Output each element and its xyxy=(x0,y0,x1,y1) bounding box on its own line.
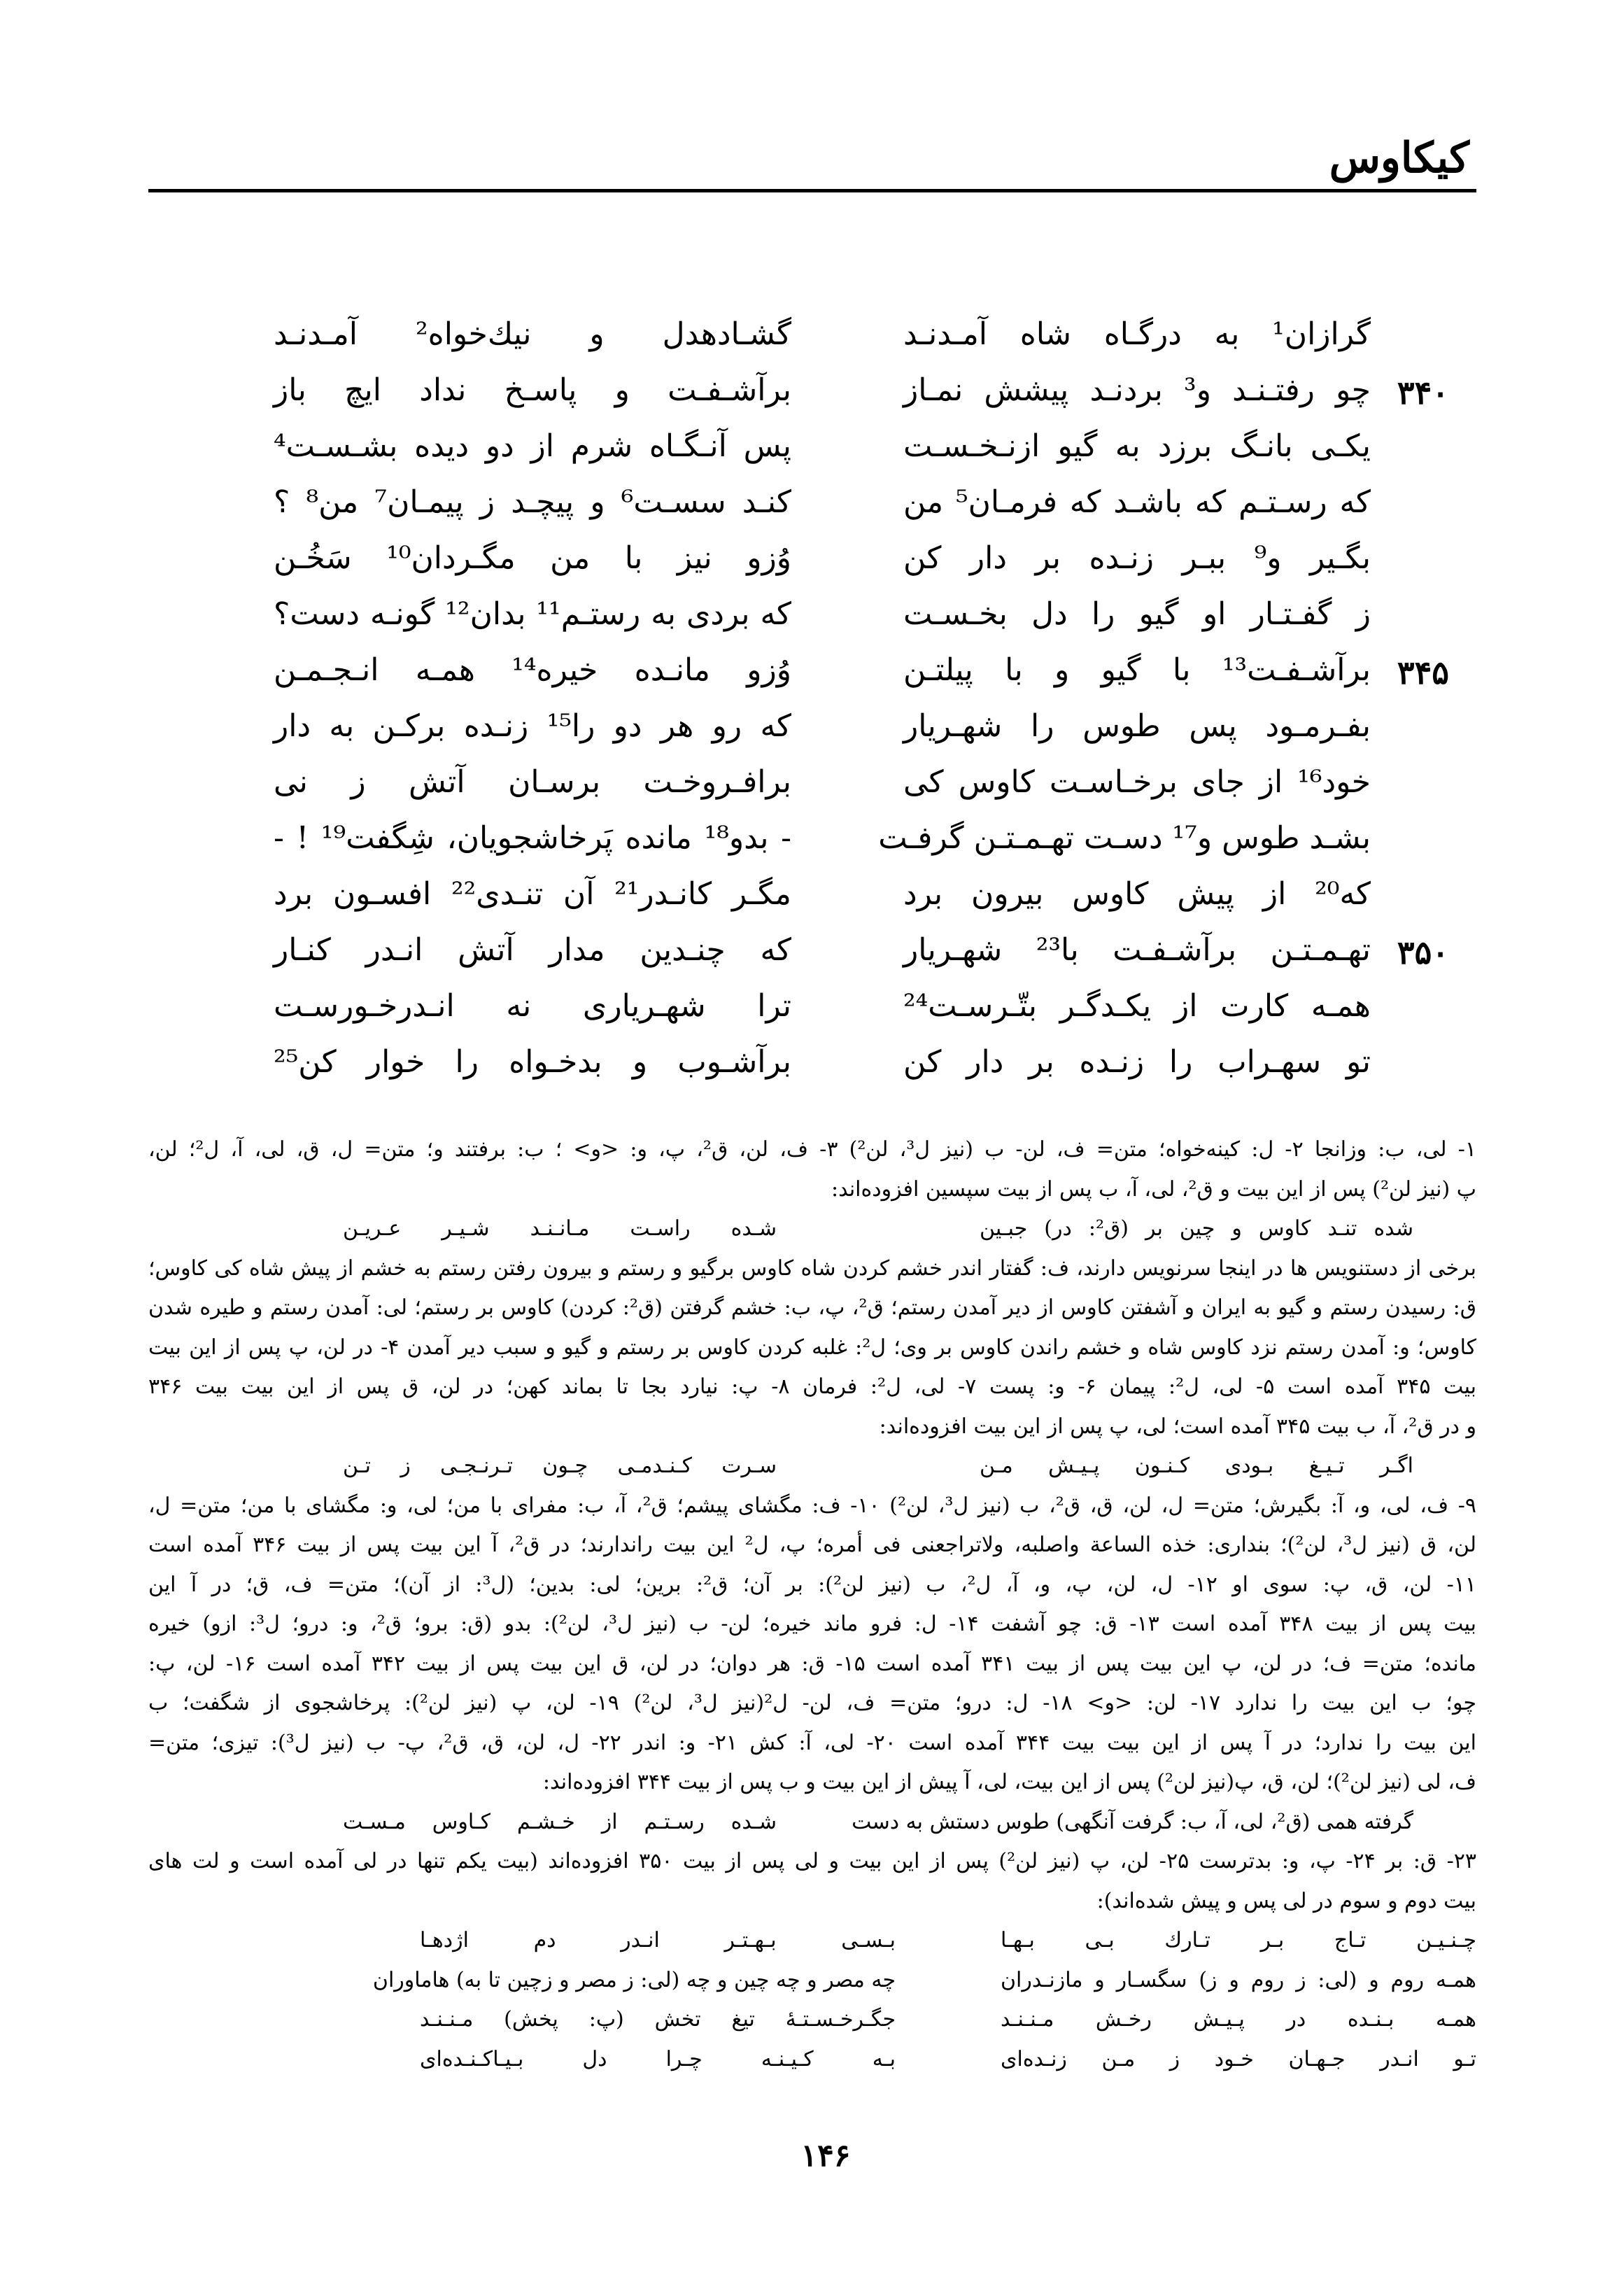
verse-row xyxy=(0,700,1624,756)
footnote-line: ۱- لی، ب: وزانجا ۲- ل: کینه‌خواه؛ متن= ف، لن- ب (نیز ل³، لن²) ۳- ف، لن، ق²، پ، و: <و> ؛ ب: برفتند و؛ متن= ل، ق، لی، آ، ل²؛ لن، xyxy=(148,1137,1476,1162)
verse-row xyxy=(0,308,1624,364)
footnote-line: کاوس؛ و: آمدن رستم نزد کاوس شاه و خشم راندن کاوس بر وی؛ ل²: غلبه کردن کاوس بر رستم و گیو و سبب دیر آمدن ۴- در لن، پ پس از این بیت xyxy=(148,1335,1476,1360)
hemistich-first: همـه کارت از یکـدگـر بتّـرسـت²⁴ xyxy=(903,988,1371,1024)
hemistich-first: بگـیر و⁹ ببـر زنـده بر دار کن xyxy=(903,540,1371,576)
footnote-couplet xyxy=(148,1209,1476,1249)
footnote-line: بیت دوم و سوم در لی پس و پیش شده‌اند): xyxy=(1096,1888,1476,1913)
hemistich-first: یکـی بانـگ برزد به گیو ازنـخـسـت xyxy=(903,428,1371,464)
hemistich-second: که چنـدین مدار آتش انـدر کنـار xyxy=(274,932,791,968)
verse-row xyxy=(0,924,1624,980)
footnote-couplet xyxy=(148,2000,1476,2040)
footnote-couplet xyxy=(148,2040,1476,2080)
verse-row xyxy=(0,644,1624,700)
footnote-line: ف، لی (نیز لن²)؛ لن، ق، پ(نیز لن²) پس از این بیت، لی، آ پیش از این بیت و ب پس از بیت ۳۴۴ افزوده‌اند: xyxy=(542,1770,1476,1794)
couplet-second: جگـرخـسـتـهٔ تیغ تخش (پ: پخش) مـنـنـد xyxy=(420,2007,896,2032)
footnote-couplet xyxy=(148,1447,1476,1486)
couplet-first: همـه روم و (لی: ز روم و ز) سگسـار و مازنـدران xyxy=(1001,1967,1476,1992)
verse-row xyxy=(0,364,1624,420)
footnote-couplet xyxy=(148,1921,1476,1961)
couplet-first: تـو انـدر جـهـان خـود ز مـن زنـده‌ای xyxy=(1001,2046,1476,2071)
couplet-second: چه مصر و چه چین و چه (لی: ز مصر و زچین تا به) هاماوران xyxy=(372,1967,896,1992)
footnote-line: ۲۳- ق: بر ۲۴- پ، و: بدترست ۲۵- لن، پ (نیز لن²) پس از این بیت و لی پس از بیت ۳۵۰ افزوده‌اند (بیت یکم تنها در لی آمده است و لت های xyxy=(148,1849,1476,1873)
hemistich-second: ترا شهـریاری نه انـدرخـورسـت xyxy=(274,988,791,1024)
verse-number: ۳۴۵ xyxy=(1397,654,1449,691)
hemistich-second: برآشـفـت و پاسـخ نداد ایچ باز xyxy=(274,372,791,408)
hemistich-first: بشـد طوس و¹⁷ دسـت تهـمـتـن گرفـت xyxy=(878,820,1371,856)
verse-row xyxy=(0,476,1624,532)
verse-row xyxy=(0,868,1624,924)
verse-row xyxy=(0,812,1624,868)
hemistich-second: مگـر کانـدر²¹ آن تنـدی²² افسـون برد xyxy=(274,876,791,912)
couplet-first: چـنـیـن تـاج بـر تـارك بـی بـهـا xyxy=(1001,1928,1476,1952)
footnote-line: بیت پس از بیت ۳۴۸ آمده است ۱۳- ق: چو آشفت ۱۴- ل: فرو ماند خیره؛ لن- ب (نیز ل³، لن²): بدو (ق: برو؛ ق²، و: درو؛ ل³: ازو) خیره xyxy=(148,1612,1476,1636)
footnote-line: برخی از دستنویس ها در اینجا سرنویس دارند، ف: گفتار اندر خشم کردن شاه کاوس برگیو و رستم و بیرون رفتن رستم به خشم از پیش شاه کی کاوس؛ xyxy=(148,1255,1476,1281)
couplet-first: شده تنـد کاوس و چین بر (ق²: در) جبـین xyxy=(980,1216,1414,1241)
verse-row xyxy=(0,756,1624,812)
verse-row xyxy=(0,532,1624,588)
couplet-second: شـده راسـت مـانـنـد شـیـر عـریـن xyxy=(343,1216,777,1241)
hemistich-second: گشـادهدل و نیك‌خواه² آمـدنـد xyxy=(274,316,792,352)
hemistich-first: تو سهـراب را زنـده بر دار کن xyxy=(903,1044,1371,1080)
hemistich-second: برآشـوب و بدخـواه را خوار کن²⁵ xyxy=(274,1044,791,1080)
footnote-line: مانده؛ متن= ف؛ در لن، پ این بیت پس از بیت ۳۴۱ آمده است ۱۵- ق: هر دوان؛ در لن، ق این بیت پس از بیت ۳۴۲ آمده است ۱۶- لن، پ: xyxy=(148,1651,1476,1676)
verse-number: ۳۵۰ xyxy=(1397,934,1449,971)
couplet-second: شـده رسـتـم از خـشـم کـاوس مـسـت xyxy=(343,1809,777,1834)
hemistich-first: که رسـتـم که باشـد که فرمـان⁵ من xyxy=(903,484,1371,520)
hemistich-second: وُزو مانـده خیره¹⁴ همـه انـجـمـن xyxy=(274,652,791,688)
hemistich-second: پس آنـگـاه شرم از دو دیده بشـسـت⁴ xyxy=(274,428,791,464)
verse-row xyxy=(0,588,1624,644)
couplet-first: اگـر تـیـغ بـودی کـنـون پـیـش مـن xyxy=(980,1454,1413,1478)
hemistich-second: برافـروخـت برسـان آتش ز نی xyxy=(274,764,791,800)
footnotes xyxy=(148,1130,1476,2079)
hemistich-first: برآشـفـت¹³ با گیو و با پیلتـن xyxy=(903,652,1371,688)
footnote-line: لن، ق (نیز ل³، لن²)؛ بنداری: خذه الساعة واصلبه، ولاتراجعنی فی أمره؛ پ، ل² این بیت راندارند؛ در ق²، آ این بیت پس از بیت ۳۴۶ آمده است xyxy=(148,1533,1476,1557)
hemistich-first: خود¹⁶ از جای برخـاسـت کاوس کی xyxy=(903,764,1371,800)
couplet-first: همـه بـنـده در پـیـش رخـش مـنـنـد xyxy=(1001,2007,1476,2032)
footnote-line: ۹- ف، لی، و، آ: بگیرش؛ متن= ل، لن، ق، ق²، ب (نیز ل³، لن²) ۱۰- ف: مگشای پیشم؛ ق²، آ، ب: مفرای با من؛ لی، و: مگشای با من؛ متن= ل، xyxy=(148,1493,1476,1518)
verse-number: ۳۴۰ xyxy=(1397,374,1449,411)
verse-row xyxy=(0,420,1624,476)
footnote-line: و در ق²، آ، ب بیت ۳۴۵ آمده است؛ لی، پ پس از این بیت افزوده‌اند: xyxy=(879,1414,1476,1439)
couplet-second: بـسـی بـهـتـر انـدر دم اژدهـا xyxy=(420,1928,896,1952)
hemistich-second: - بدو¹⁸ مانده پَرخاشجویان، شِگفت¹⁹ ! - xyxy=(274,820,791,856)
hemistich-first: چو رفتـنـد و³ بردنـد پیشش نمـاز xyxy=(903,372,1371,408)
hemistich-first: ز گفـتـار او گیو را دل بخـسـت xyxy=(903,596,1371,632)
hemistich-second: که بردی به رستـم¹¹ بدان¹² گونـه دست؟ xyxy=(274,596,791,632)
footnote-line: چو؛ ب این بیت را ندارد ۱۷- لن: <و> ۱۸- ل: درو؛ متن= ف، لن- ل²(نیز ل³، لن²) ۱۹- لن، پ (نیز لن²): پرخاشجوی از شگفت؛ ب xyxy=(148,1691,1476,1715)
couplet-second: بـه کـیـنـه چـرا دل بـیـاکـنـده‌ای xyxy=(420,2046,896,2071)
hemistich-first: تهـمـتـن برآشـفـت با²³ شهـریار xyxy=(903,932,1371,968)
footnote-couplet xyxy=(148,1961,1476,2001)
hemistich-second: وُزو نیز با من مگـردان¹⁰ سَخُـن xyxy=(274,540,792,576)
footnote-line: ق: رسیدن رستم و گیو به ایران و آشفتن کاوس از دیر آمدن رستم؛ ق²، پ، ب: خشم گرفتن (ق²: کردن) کاوس بر رستم؛ لی: آمدن رستم و طیره شدن xyxy=(148,1295,1476,1320)
couplet-first: گرفته همی (ق²، لی، آ، ب: گرفت آنگهی) طوس دستش به دست xyxy=(852,1809,1413,1834)
page-header-title: کیکاوس xyxy=(1329,134,1469,183)
footnote-line: این بیت را ندارد؛ در آ پس از این بیت بیت ۳۴۴ آمده است ۲۰- لی، آ: کش ۲۱- و: اندر ۲۲- ل، لن، ق، ق²، پ- ب (نیز ل³): تیزی؛ متن= xyxy=(148,1730,1476,1755)
footnote-couplet xyxy=(148,1803,1476,1843)
footnote-line: بیت ۳۴۵ آمده است ۵- لی، ل²: پیمان ۶- و: پست ۷- لی، ل²: فرمان ۸- پ: نیارد بجا تا بماند کهن؛ در لن، ق پس از این بیت بیت ۳۴۶ xyxy=(148,1374,1476,1399)
verse-row xyxy=(0,980,1624,1036)
footnote-line: ۱۱- لن، ق، پ: سوی او ۱۲- ل، لن، پ، و، آ، ل²، ب (نیز لن²): بر آن؛ ق²: برین؛ لی: بدین؛ (ل³: از آن)؛ متن= ف، ق؛ در آ این xyxy=(148,1572,1476,1597)
verse-row xyxy=(0,1036,1624,1092)
hemistich-first: بفـرمـود پس طوس را شهـریار xyxy=(903,708,1371,744)
couplet-second: سـرت کـنـدمـی چـون تـرنـجـی ز تـن xyxy=(343,1454,777,1478)
page-number: ۱۴۶ xyxy=(800,2138,851,2174)
hemistich-second: کنـد سسـت⁶ و پیچـد ز پیمـان⁷ من⁸ ؟ xyxy=(274,484,791,520)
header-rule xyxy=(148,189,1476,192)
hemistich-second: که رو هر دو را¹⁵ زنـده برکـن به دار xyxy=(274,708,791,744)
hemistich-first: گرازان¹ به درگـاه شاه آمـدنـد xyxy=(903,316,1371,352)
footnote-line: پ (نیز لن²) پس از این بیت و ق²، لی، آ، ب پس از بیت سپسین افزوده‌اند: xyxy=(831,1176,1476,1202)
hemistich-first: که²⁰ از پیش کاوس بیرون برد xyxy=(903,876,1371,912)
